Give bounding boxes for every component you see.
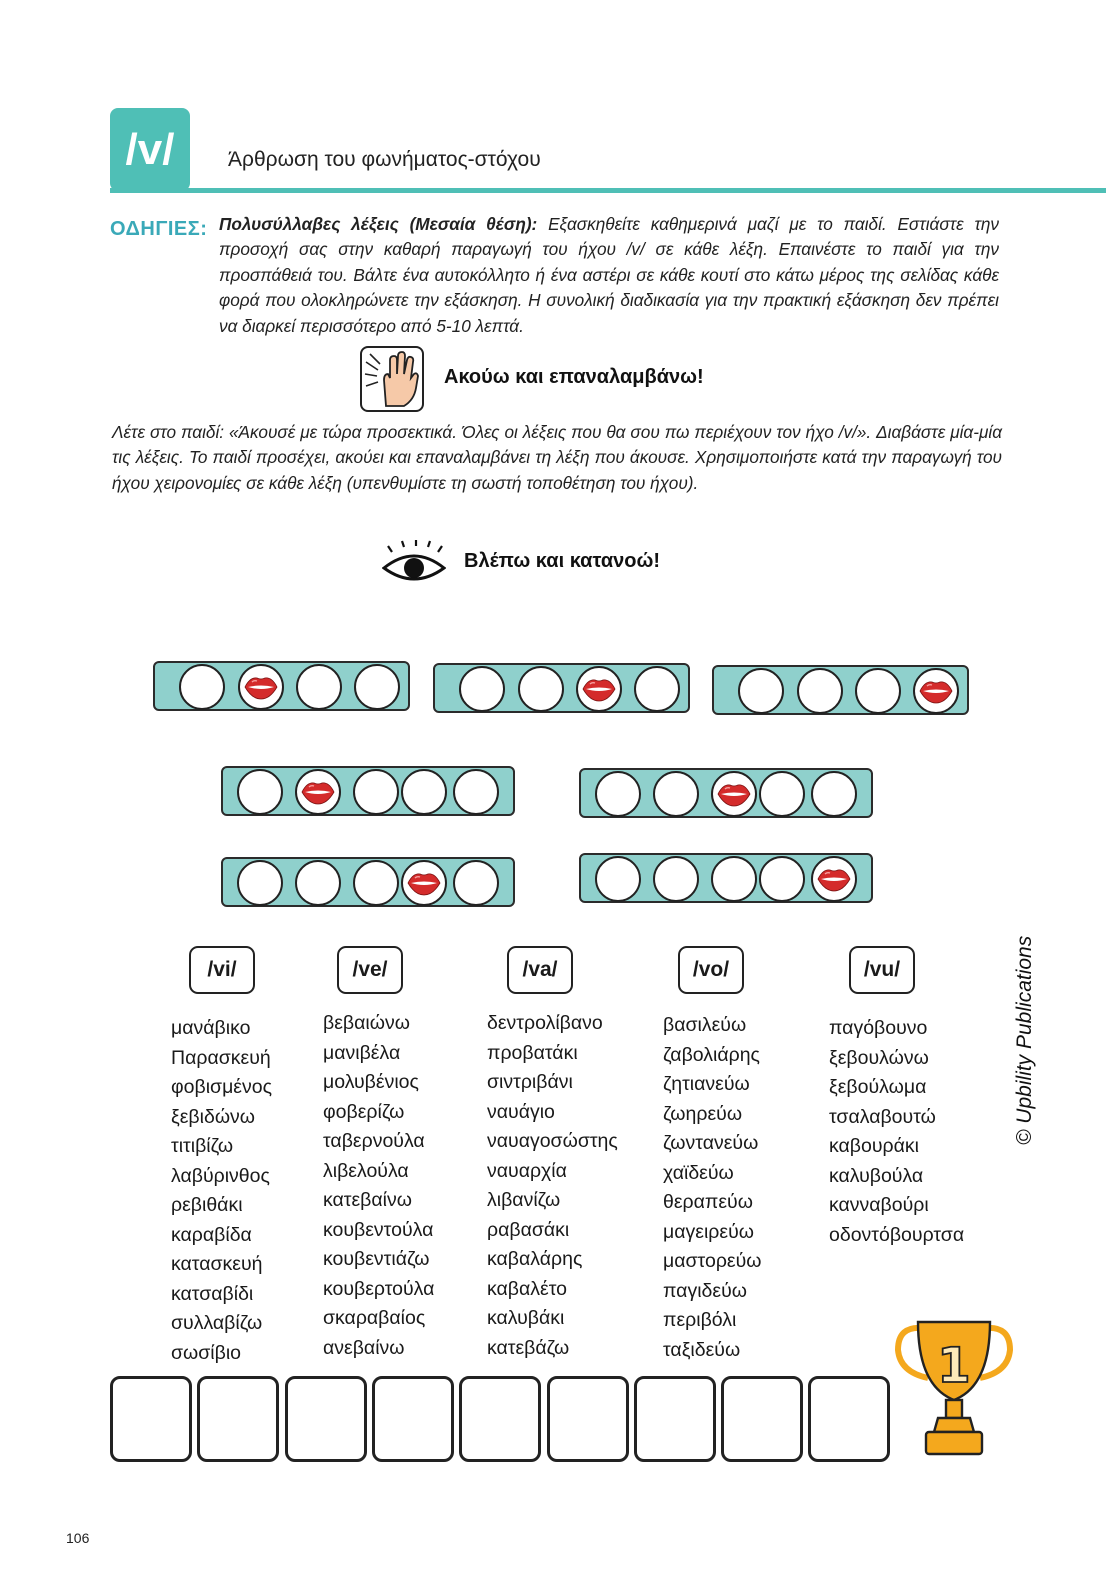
instructions-lead: Πολυσύλλαβες λέξεις (Μεσαία θέση): bbox=[219, 214, 538, 234]
trophy-icon bbox=[892, 1316, 1016, 1462]
word-item: μαγειρεύω bbox=[663, 1220, 754, 1243]
ear-hand-icon bbox=[360, 346, 424, 412]
syllable-circle bbox=[653, 771, 699, 817]
word-item: κατασκευή bbox=[171, 1253, 263, 1275]
syllable-circle bbox=[354, 664, 400, 710]
page-number: 106 bbox=[66, 1530, 90, 1546]
syllable-circle bbox=[237, 769, 283, 815]
syllable-circle bbox=[353, 860, 399, 906]
trophy-number: 1 bbox=[937, 1338, 971, 1394]
listen-title: Ακούω και επαναλαμβάνω! bbox=[444, 366, 704, 388]
copyright: © Upbility Publications bbox=[1013, 935, 1036, 1145]
sticker-box[interactable] bbox=[459, 1376, 541, 1462]
eye-icon bbox=[382, 540, 446, 586]
word-item: παγόβουνο bbox=[829, 1017, 928, 1039]
word-item: μανάβικο bbox=[171, 1017, 251, 1039]
word-item: ξεβιδώνω bbox=[171, 1105, 256, 1128]
word-item: βεβαιώνω bbox=[323, 1012, 410, 1034]
syllable-label: /vo/ bbox=[678, 946, 744, 994]
instructions-text bbox=[219, 212, 999, 339]
word-item: τιτιβίζω bbox=[171, 1135, 234, 1157]
word-item: οδοντόβουρτσα bbox=[829, 1223, 965, 1246]
word-item: καβαλάρης bbox=[487, 1248, 583, 1270]
syllable-circle bbox=[237, 860, 283, 906]
syllable-circle bbox=[353, 769, 399, 815]
instructions-label: ΟΔΗΓΙΕΣ: bbox=[110, 218, 208, 240]
sticker-box[interactable] bbox=[547, 1376, 629, 1462]
word-item: Παρασκευή bbox=[171, 1046, 271, 1069]
word-item: χαϊδεύω bbox=[663, 1161, 734, 1184]
word-item: ρεβιθάκι bbox=[171, 1194, 243, 1216]
word-list bbox=[487, 1009, 618, 1363]
word-item: σωσίβιο bbox=[171, 1341, 242, 1364]
syllable-label: /ve/ bbox=[337, 946, 403, 994]
word-item: ταξιδεύω bbox=[663, 1338, 741, 1361]
sticker-box[interactable] bbox=[634, 1376, 716, 1462]
syllable-circle bbox=[459, 666, 505, 712]
syllable-strip bbox=[579, 853, 873, 903]
word-item: καβουράκι bbox=[829, 1135, 919, 1157]
sticker-box[interactable] bbox=[110, 1376, 192, 1462]
word-item: ζαβολιάρης bbox=[663, 1043, 760, 1066]
sticker-box[interactable] bbox=[721, 1376, 803, 1462]
syllable-circle bbox=[634, 666, 680, 712]
syllable-circle bbox=[653, 856, 699, 902]
word-list bbox=[829, 1014, 964, 1250]
syllable-circle bbox=[179, 664, 225, 710]
syllable-strip bbox=[221, 766, 515, 816]
word-item: ζωηρεύω bbox=[663, 1102, 743, 1125]
syllable-circle bbox=[711, 856, 757, 902]
word-item: φοβισμένος bbox=[171, 1076, 272, 1098]
word-item: δεντρολίβανο bbox=[487, 1012, 603, 1034]
syllable-circle bbox=[595, 771, 641, 817]
word-item: φοβερίζω bbox=[323, 1100, 405, 1123]
word-item: καλυβάκι bbox=[487, 1307, 565, 1329]
syllable-circle bbox=[296, 664, 342, 710]
word-list bbox=[663, 1011, 762, 1365]
word-item: ξεβούλωμα bbox=[829, 1076, 927, 1098]
syllable-circle bbox=[797, 668, 843, 714]
lips-icon bbox=[576, 666, 622, 712]
syllable-label: /vi/ bbox=[189, 946, 255, 994]
word-item: κουβερτούλα bbox=[323, 1277, 435, 1300]
word-item: τσαλαβουτώ bbox=[829, 1105, 936, 1128]
syllable-circle bbox=[518, 666, 564, 712]
word-item: ξεβουλώνω bbox=[829, 1046, 929, 1069]
word-item: ραβασάκι bbox=[487, 1218, 570, 1241]
lips-icon bbox=[913, 668, 959, 714]
lips-icon bbox=[811, 856, 857, 902]
instructions-body: Εξασκηθείτε καθημερινά μαζί με το παιδί. Εστιάστε την προσοχή σας στην καθαρή παραγωγή του ήχου /v/ σε κάθε λέξη. Επαινέστε το παιδί για την προσπάθειά του. Βάλτε ένα αυτοκόλλητο ή ένα αστέρι σε κάθε κουτί στο κάτω μέρος της σελίδας κάθε φορά που ολοκληρώνετε την εξάσκηση. Η συνολική διαδικασία για την πρακτική εξάσκηση δεν πρέπει να διαρκεί περισσότερο από 5-10 λεπτά. bbox=[219, 214, 1000, 336]
lips-icon bbox=[238, 664, 284, 710]
lips-icon bbox=[711, 771, 757, 817]
word-item: κατεβάζω bbox=[487, 1336, 570, 1359]
word-item: προβατάκι bbox=[487, 1041, 578, 1064]
word-item: κουβεντιάζω bbox=[323, 1248, 430, 1270]
listen-instructions: Λέτε στο παιδί: «Άκουσέ με τώρα προσεκτικά. Όλες οι λέξεις που θα σου πω περιέχουν τον ήχο /v/». Διαβάστε μία-μία τις λέξεις. Το παιδί προσέχει, ακούει και επαναλαμβάνει τη λέξη που άκουσε. Χρησιμοποιήστε κατά την παραγωγή του ήχου χειρονομίες σε κάθε λέξη (υπενθυμίστε τη σωστή τοποθέτηση του ήχου). bbox=[112, 422, 1002, 493]
word-item: ναυάγιο bbox=[487, 1100, 555, 1123]
page-subtitle: Άρθρωση του φωνήματος-στόχου bbox=[228, 148, 541, 171]
syllable-circle bbox=[811, 771, 857, 817]
word-item: μαστορεύω bbox=[663, 1250, 762, 1272]
sticker-box[interactable] bbox=[197, 1376, 279, 1462]
syllable-circle bbox=[759, 856, 805, 902]
sticker-box[interactable] bbox=[285, 1376, 367, 1462]
word-item: περιβόλι bbox=[663, 1309, 737, 1331]
syllable-circle bbox=[453, 860, 499, 906]
word-item: κουβεντούλα bbox=[323, 1218, 434, 1241]
word-list bbox=[323, 1009, 434, 1363]
syllable-circle bbox=[759, 771, 805, 817]
word-item: μανιβέλα bbox=[323, 1041, 401, 1064]
word-item: θεραπεύω bbox=[663, 1191, 753, 1213]
word-item: ζητιανεύω bbox=[663, 1073, 750, 1095]
word-item: κανναβούρι bbox=[829, 1194, 929, 1216]
syllable-circle bbox=[295, 860, 341, 906]
word-item: ναυαγοσώστης bbox=[487, 1130, 618, 1152]
phoneme-badge: /v/ bbox=[110, 108, 190, 191]
word-item: καβαλέτο bbox=[487, 1277, 567, 1300]
word-item: μολυβένιος bbox=[323, 1071, 419, 1093]
syllable-strip bbox=[712, 665, 969, 715]
word-item: συλλαβίζω bbox=[171, 1312, 263, 1334]
word-item: ταβερνούλα bbox=[323, 1130, 425, 1152]
word-item: καλυβούλα bbox=[829, 1164, 924, 1187]
syllable-circle bbox=[738, 668, 784, 714]
word-item: σιντριβάνι bbox=[487, 1071, 573, 1093]
word-item: ανεβαίνω bbox=[323, 1336, 405, 1359]
syllable-strip bbox=[433, 663, 690, 713]
sticker-box[interactable] bbox=[372, 1376, 454, 1462]
syllable-strip bbox=[221, 857, 515, 907]
word-item: σκαραβαίος bbox=[323, 1307, 426, 1329]
syllable-circle bbox=[453, 769, 499, 815]
syllable-label: /va/ bbox=[507, 946, 573, 994]
word-item: καραβίδα bbox=[171, 1223, 252, 1246]
word-item: βασιλεύω bbox=[663, 1014, 747, 1036]
syllable-strip bbox=[153, 661, 410, 711]
lips-icon bbox=[295, 769, 341, 815]
lips-icon bbox=[401, 860, 447, 906]
syllable-circle bbox=[595, 856, 641, 902]
word-item: ζωντανεύω bbox=[663, 1132, 759, 1154]
syllable-circle bbox=[855, 668, 901, 714]
look-title: Βλέπω και κατανοώ! bbox=[464, 550, 661, 572]
word-item: κατσαβίδι bbox=[171, 1282, 254, 1305]
sticker-box[interactable] bbox=[808, 1376, 890, 1462]
word-item: λιβανίζω bbox=[487, 1189, 561, 1211]
word-item: παγιδεύω bbox=[663, 1279, 747, 1302]
word-item: λιβελούλα bbox=[323, 1159, 409, 1182]
word-item: ναυαρχία bbox=[487, 1159, 567, 1182]
word-list bbox=[171, 1014, 272, 1368]
syllable-strip bbox=[579, 768, 873, 818]
word-item: κατεβαίνω bbox=[323, 1189, 412, 1211]
syllable-circle bbox=[401, 769, 447, 815]
word-item: λαβύρινθος bbox=[171, 1164, 270, 1187]
syllable-label: /vu/ bbox=[849, 946, 915, 994]
header-divider bbox=[110, 188, 1106, 193]
